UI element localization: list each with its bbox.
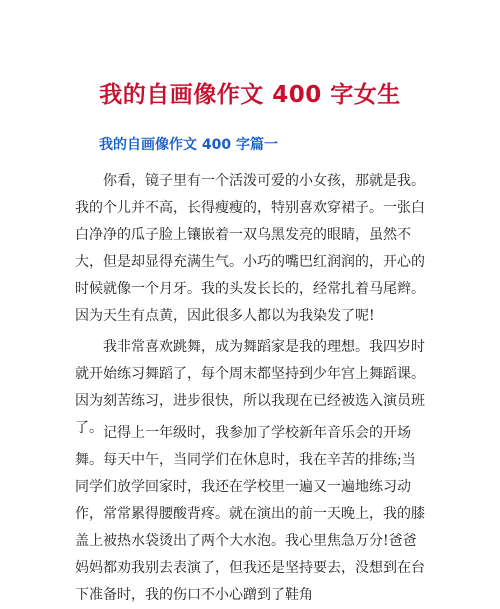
paragraph-1: 你看，镜子里有一个活泼可爱的小女孩，那就是我。我的个儿并不高，长得瘦瘦的，特别喜欢穿裙子。一张白白净净的瓜子脸上镶嵌着一双乌黑发亮的眼睛，虽然不大，但是却显得充满生气。小巧的嘴巴红润润的，开心的时候就像一个月牙。我的头发长长的，经常扎着马尾辫。因为天生有点黄，因此很多人都以为我染发了呢!	[75, 173, 425, 324]
section-heading: 我的自画像作文 400 字篇一	[99, 137, 278, 153]
paragraph-3: 记得上一年级时，我参加了学校新年音乐会的开场舞。每天中午，当同学们在休息时，我在辛苦的排练;当同学们放学回家时，我还在学校里一遍又一遍地练习动作，常常累得腰酸背疼。就在演出的前一天晚上，我的膝盖上被热水袋烫出了两个大水泡。我心里焦急万分!爸爸妈妈都劝我别去表演了，但我还是坚持要去，没想到在台下准备时，我的伤口不小心蹭到了鞋角	[75, 425, 425, 603]
page-title: 我的自画像作文 400 字女生	[99, 82, 401, 109]
paragraph-2: 我非常喜欢跳舞，成为舞蹈家是我的理想。我四岁时就开始练习舞蹈了，每个周末都坚持到少年宫上舞蹈课。因为刻苦练习，进步很快，所以我现在已经被选入演员班了。	[75, 339, 425, 436]
